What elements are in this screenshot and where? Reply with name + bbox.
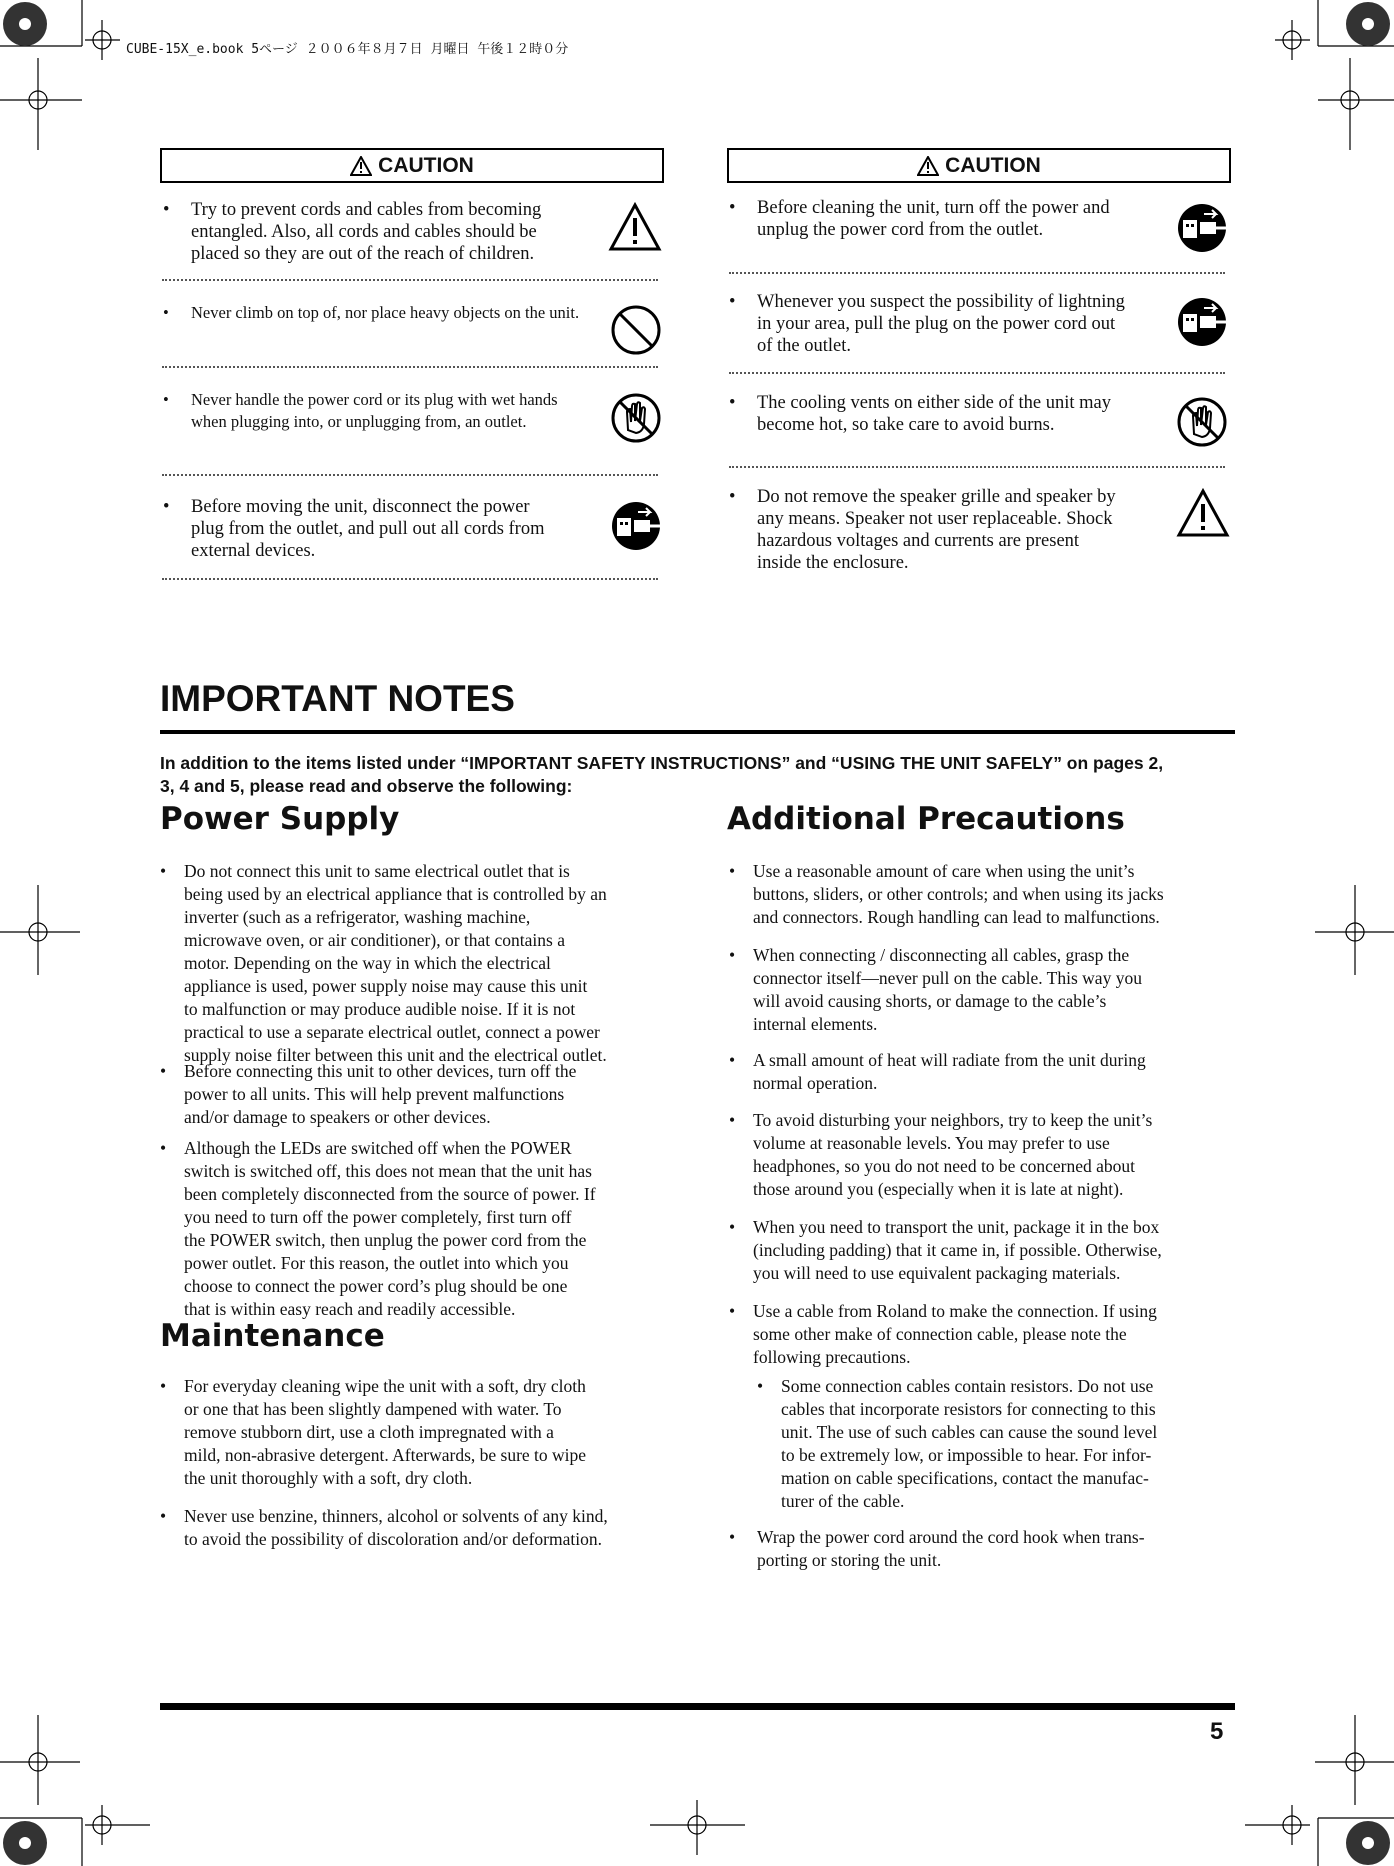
warning-triangle-icon	[350, 156, 372, 176]
page-title: IMPORTANT NOTES	[160, 678, 515, 719]
title-rule	[160, 730, 1235, 734]
unplug-icon	[610, 500, 662, 552]
divider	[729, 466, 1225, 468]
prohibited-circle-icon	[610, 304, 662, 356]
unplug-icon	[1176, 296, 1228, 348]
caution-title: CAUTION	[945, 153, 1041, 177]
page-number: 5	[1210, 1718, 1224, 1745]
no-wet-hands-icon	[610, 392, 662, 444]
caution-header-left	[160, 148, 664, 183]
divider	[162, 279, 658, 281]
section-title-power-supply: Power Supply	[160, 801, 400, 837]
section-title-maintenance: Maintenance	[160, 1318, 385, 1354]
footer-rule	[160, 1703, 1235, 1710]
caution-header-right	[727, 148, 1231, 183]
book-header: CUBE-15X_e.book 5ページ ２００６年８月７日 月曜日 午後１２時０分	[126, 42, 569, 57]
registration-wheel-icon	[1346, 1821, 1390, 1865]
divider	[729, 272, 1225, 274]
registration-wheel-icon	[3, 1821, 47, 1865]
caution-title: CAUTION	[378, 153, 474, 177]
divider	[162, 366, 658, 368]
warning-triangle-icon	[1176, 488, 1230, 538]
divider	[162, 474, 658, 476]
divider	[729, 372, 1225, 374]
section-title-additional-precautions: Additional Precautions	[727, 801, 1125, 837]
registration-wheel-icon	[1346, 2, 1390, 46]
intro-text: In addition to the items listed under “IMPORTANT SAFETY INSTRUCTIONS” and “USING THE UNIT SAFELY” on pages 2, 3, 4 and 5, please read and observe the following:	[160, 753, 1164, 796]
registration-wheel-icon	[3, 2, 47, 46]
unplug-icon	[1176, 202, 1228, 254]
warning-triangle-icon	[917, 156, 939, 176]
do-not-touch-icon	[1176, 396, 1228, 448]
warning-triangle-icon	[608, 202, 662, 252]
divider	[162, 578, 658, 580]
